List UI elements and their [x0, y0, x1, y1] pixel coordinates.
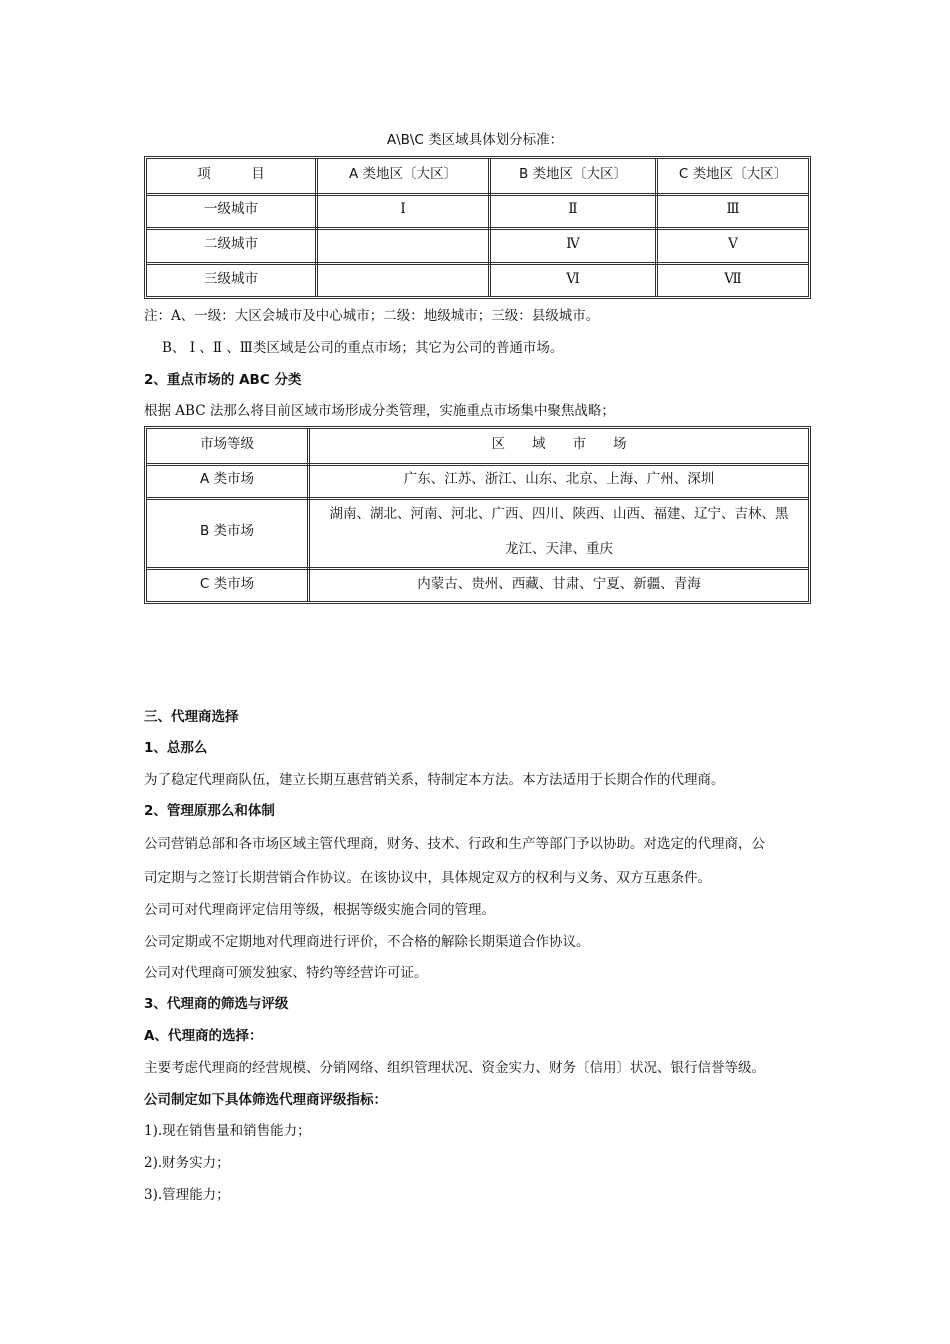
table1-cell: 二级城市 — [204, 236, 258, 252]
paragraph: 公司对代理商可颁发独家、特约等经营许可证。 — [144, 965, 428, 981]
table1-cell: Ⅳ — [566, 236, 580, 252]
region-classification-table — [144, 156, 811, 299]
section-heading: 3、代理商的筛选与评级 — [144, 996, 289, 1012]
paragraph: 根据 ABC 法那么将目前区域市场形成分类管理，实施重点市场集中聚焦战略； — [144, 403, 615, 419]
market-level: B 类市场 — [199, 523, 255, 539]
market-regions: 龙江、天津、重庆 — [505, 541, 613, 557]
paragraph: 主要考虑代理商的经营规模、分销网络、组织管理状况、资金实力、财务〔信用〕状况、银行信誉等级。 — [144, 1060, 765, 1076]
table1-cell: Ⅰ — [400, 201, 406, 217]
table1-cell: Ⅴ — [728, 236, 738, 252]
table1-header-c: C 类地区〔大区〕 — [678, 166, 788, 182]
paragraph: 为了稳定代理商队伍，建立长期互惠营销关系，特制定本方法。本方法适用于长期合作的代理商。 — [144, 772, 725, 788]
table1-cell: 三级城市 — [204, 271, 258, 287]
paragraph: 公司定期或不定期地对代理商进行评价，不合格的解除长期渠道合作协议。 — [144, 934, 590, 950]
note-line-2: B、 Ⅰ 、Ⅱ 、Ⅲ类区域是公司的重点市场；其它为公司的普通市场。 — [162, 340, 564, 356]
list-item: 2).财务实力； — [144, 1155, 230, 1171]
market-abc-table — [144, 426, 811, 604]
list-item: 1).现在销售量和销售能力； — [144, 1123, 311, 1139]
paragraph: 公司可对代理商评定信用等级，根据等级实施合同的管理。 — [144, 902, 495, 918]
market-level: C 类市场 — [199, 576, 255, 592]
section-heading: 1、总那么 — [144, 740, 208, 756]
table1-header-a: A 类地区〔大区〕 — [348, 166, 458, 182]
table1-cell: Ⅱ — [568, 201, 578, 217]
table2-header-level: 市场等级 — [200, 436, 254, 452]
paragraph: 司定期与之签订长期营销合作协议。在该协议中，具体规定双方的权利与义务、双方互惠条件。 — [144, 870, 711, 886]
table1-cell: Ⅶ — [724, 271, 742, 287]
list-item: 3).管理能力； — [144, 1187, 230, 1203]
section-heading: 2、重点市场的 ABC 分类 — [144, 372, 302, 388]
table1-caption: A\B\C 类区域具体划分标准： — [386, 132, 564, 148]
section-heading: 公司制定如下具体筛选代理商评级指标： — [144, 1092, 387, 1108]
market-level: A 类市场 — [199, 471, 255, 487]
section-heading: 三、代理商选择 — [144, 709, 239, 725]
table1-header-b: B 类地区〔大区〕 — [518, 166, 628, 182]
table1-header-item: 项 目 — [197, 166, 265, 182]
market-regions: 内蒙古、贵州、西藏、甘肃、宁夏、新疆、青海 — [417, 576, 701, 592]
table1-cell: Ⅲ — [726, 201, 740, 217]
section-heading: 2、管理原那么和体制 — [144, 803, 275, 819]
market-regions: 广东、江苏、浙江、山东、北京、上海、广州、深圳 — [403, 471, 715, 487]
market-regions: 湖南、湖北、河南、河北、广西、四川、陕西、山西、福建、辽宁、吉林、黑 — [329, 506, 789, 522]
table2-header-region: 区 域 市 场 — [491, 436, 627, 452]
table1-cell: Ⅵ — [566, 271, 580, 287]
paragraph: 公司营销总部和各市场区域主管代理商，财务、技术、行政和生产等部门予以协助。对选定的代理商，公 — [144, 836, 765, 852]
note-line-1: 注：A、一级：大区会城市及中心城市；二级：地级城市；三级：县级城市。 — [144, 308, 600, 324]
section-heading: A、代理商的选择： — [144, 1028, 263, 1044]
table1-cell: 一级城市 — [204, 201, 258, 217]
